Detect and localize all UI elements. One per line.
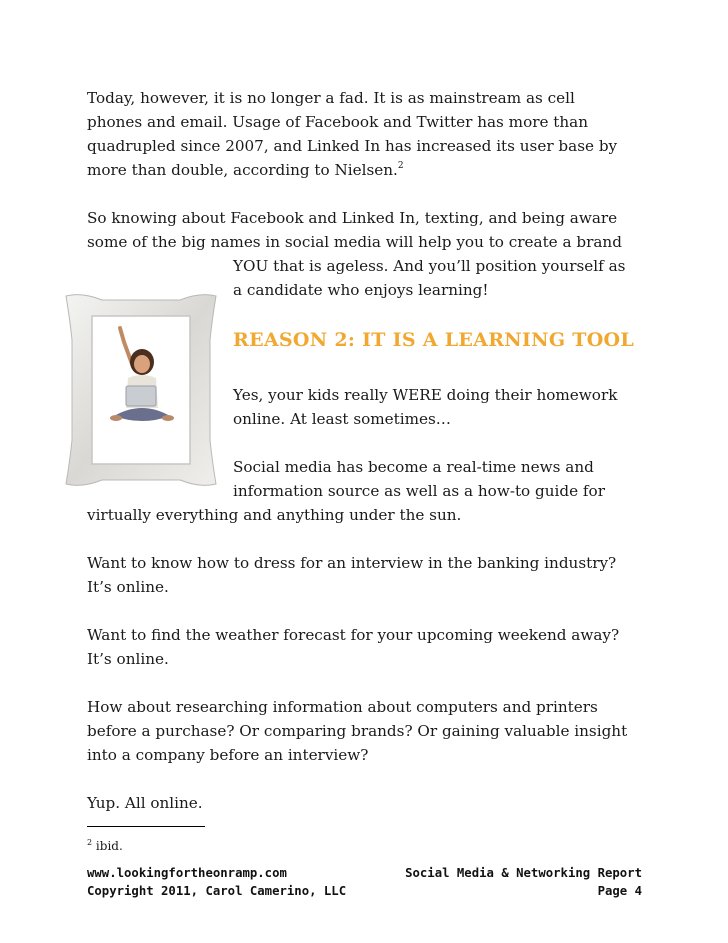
body-text-line: How about researching information about computers and printers [87, 698, 598, 716]
body-text-line: YOU that is ageless. And you’ll position yourself as [233, 257, 626, 275]
body-text-line: a candidate who enjoys learning! [233, 281, 489, 299]
body-text-line: It’s online. [87, 650, 169, 668]
footnote [87, 839, 123, 853]
body-text-line: Want to know how to dress for an interview in the banking industry? [87, 554, 617, 572]
body-text-line: Yes, your kids really WERE doing their homework [233, 386, 618, 404]
body-text-line: online. At least sometimes… [233, 410, 451, 428]
body-text-line: Yup. All online. [87, 794, 203, 812]
footer-report-title: Social Media & Networking Report [405, 866, 642, 880]
body-text-line: virtually everything and anything under the sun. [87, 506, 462, 524]
footnote-text: ibid. [95, 839, 123, 853]
section-heading: REASON 2: IT IS A LEARNING TOOL [233, 329, 635, 351]
body-text-line: Want to find the weather forecast for your upcoming weekend away? [87, 626, 620, 644]
body-text: more than double, according to Nielsen. [87, 161, 398, 179]
footnote-number: 2 [87, 838, 93, 847]
footnote-divider [87, 826, 205, 827]
body-text-line: quadrupled since 2007, and Linked In has increased its user base by [87, 137, 618, 155]
body-text-line: into a company before an interview? [87, 746, 369, 764]
body-text-line: before a purchase? Or comparing brands? Or gaining valuable insight [87, 722, 628, 740]
footer-copyright: Copyright 2011, Carol Camerino, LLC [87, 884, 347, 898]
body-text-line: some of the big names in social media will help you to create a brand [87, 233, 622, 251]
body-text-line [87, 158, 404, 182]
body-text-line: Today, however, it is no longer a fad. It is as mainstream as cell [87, 89, 575, 107]
body-text-line: phones and email. Usage of Facebook and Twitter has more than [87, 113, 589, 131]
girl-with-laptop-image [62, 290, 220, 490]
framed-photo [62, 290, 220, 490]
body-text-line: So knowing about Facebook and Linked In, texting, and being aware [87, 209, 618, 227]
footer-website-link[interactable]: www.lookingfortheonramp.com [87, 866, 287, 880]
body-text-line: It’s online. [87, 578, 169, 596]
footer-page-number: Page 4 [597, 884, 642, 898]
body-text-line: Social media has become a real-time news and [233, 458, 594, 476]
body-text-line: information source as well as a how-to guide for [233, 482, 605, 500]
footnote-reference[interactable]: 2 [397, 161, 404, 171]
